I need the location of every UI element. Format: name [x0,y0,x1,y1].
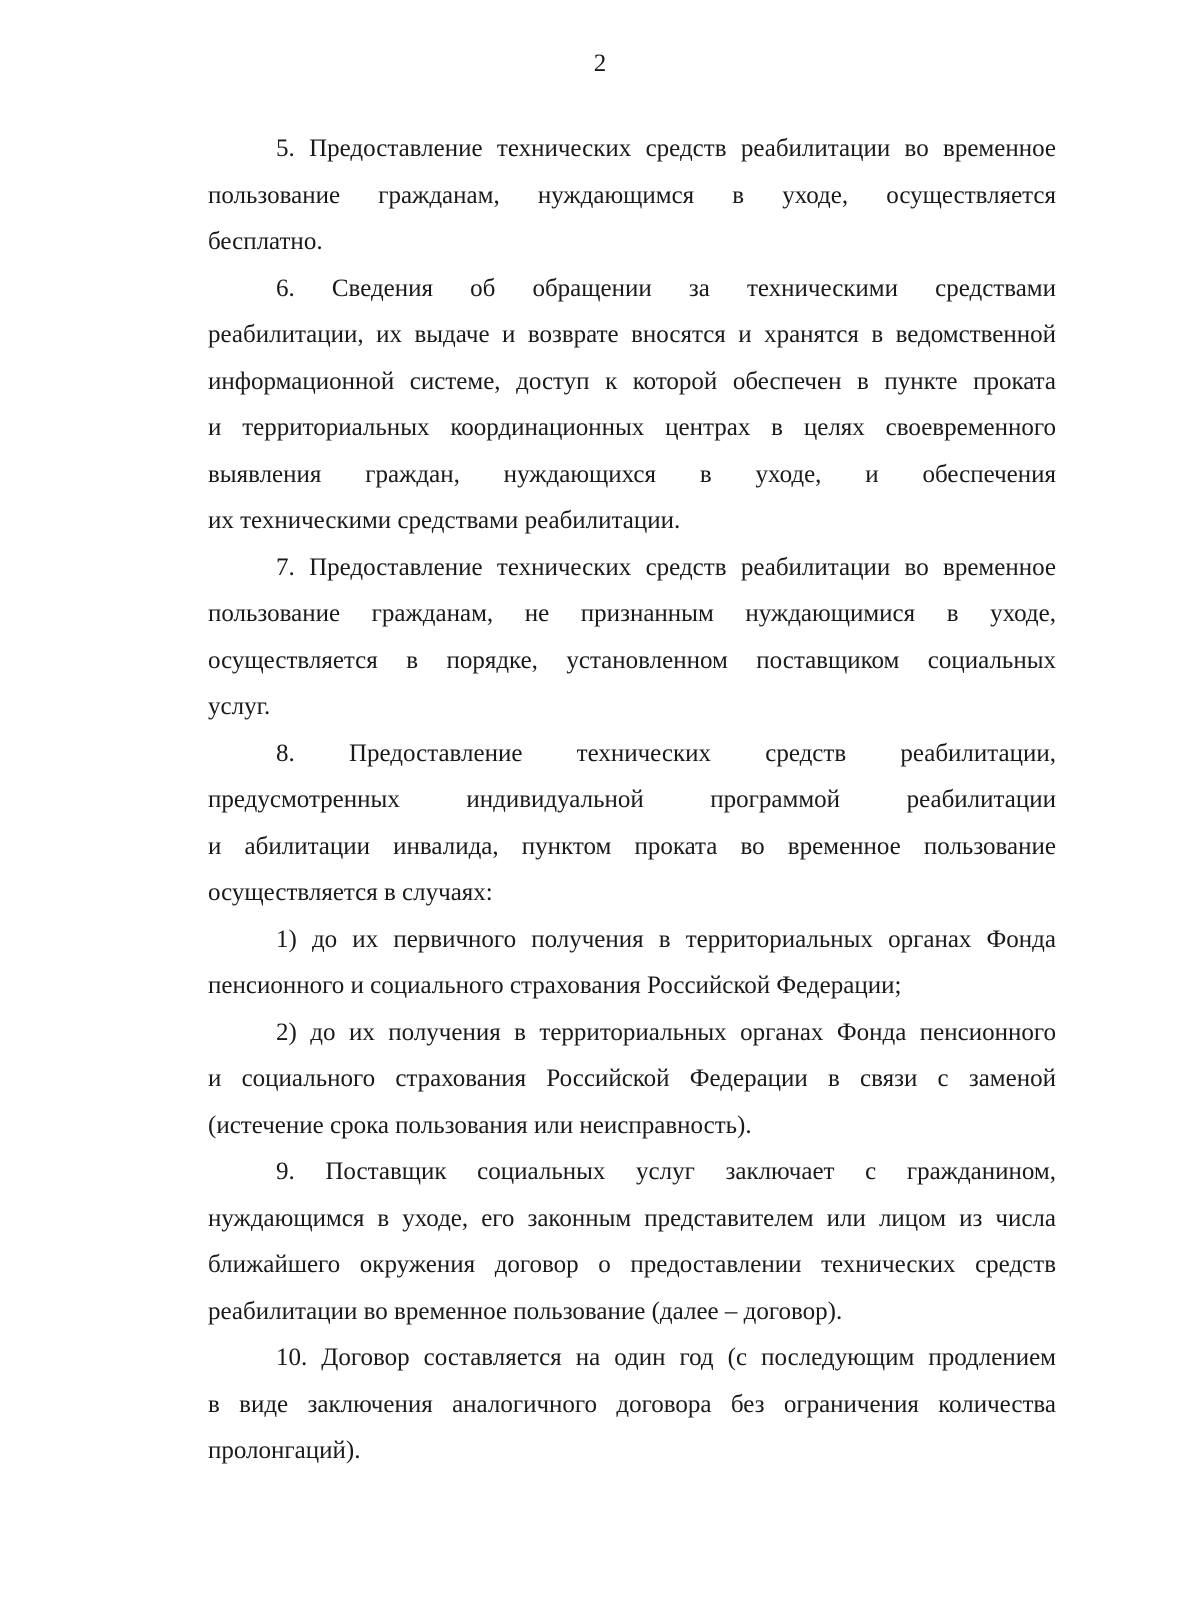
paragraph-line: пользование гражданам, нуждающимся в уходе, осуществляется [208,181,1056,209]
paragraph-line: 9. Поставщик социальных услуг заключает с гражданином, [276,1158,1056,1185]
paragraph-line: 10. Договор составляется на один год (с последующим продлением [276,1344,1056,1371]
paragraph-7 [208,545,1056,731]
paragraph-line: осуществляется в случаях: [208,879,493,906]
paragraph-line: реабилитации, их выдаче и возврате вносятся и хранятся в ведомственной [208,321,1056,348]
paragraph-line: выявления граждан, нуждающихся в уходе, и обеспечения [208,460,1056,488]
paragraph-line: пролонгаций). [208,1437,361,1464]
paragraph-line: 8. Предоставление технических средств реабилитации, [276,739,1056,767]
paragraph-line: 2) до их получения в территориальных органах Фонда пенсионного [276,1018,1056,1046]
paragraph-line: их техническими средствами реабилитации. [208,507,681,534]
paragraph-line: (истечение срока пользования или неисправность). [208,1111,752,1139]
paragraph-line: информационной системе, доступ к которой обеспечен в пункте проката [208,367,1056,395]
paragraph-9 [208,1149,1056,1335]
paragraph-line: в виде заключения аналогичного договора без ограничения количества [208,1390,1056,1418]
subitem-1 [208,917,1056,1010]
paragraph-line: услуг. [208,693,271,720]
paragraph-line: пользование гражданам, не признанным нуждающимися в уходе, [208,600,1056,627]
paragraph-line: пенсионного и социального страхования Российской Федерации; [208,972,902,999]
page-number: 2 [593,50,607,77]
subitem-2 [208,1010,1056,1150]
paragraph-5 [208,126,1056,266]
paragraph-line: бесплатно. [208,228,323,255]
paragraph-line: предусмотренных индивидуальной программой реабилитации [208,786,1056,813]
paragraph-line: и абилитации инвалида, пунктом проката во временное пользование [208,832,1056,860]
paragraph-line: и социального страхования Российской Федерации в связи с заменой [208,1065,1056,1092]
paragraph-line: 7. Предоставление технических средств реабилитации во временное [276,553,1056,581]
paragraph-line: реабилитации во временное пользование (далее – договор). [208,1297,843,1325]
paragraph-line: 1) до их первичного получения в территориальных органах Фонда [276,925,1056,953]
paragraph-6 [208,266,1056,545]
paragraph-8 [208,731,1056,917]
paragraph-line: и территориальных координационных центрах в целях своевременного [208,414,1056,441]
paragraph-line: осуществляется в порядке, установленном поставщиком социальных [208,646,1056,674]
paragraph-10 [208,1335,1056,1475]
document-body [208,126,1056,1475]
paragraph-line: нуждающимся в уходе, его законным представителем или лицом из числа [208,1204,1056,1232]
paragraph-line: 5. Предоставление технических средств реабилитации во временное [276,135,1056,162]
paragraph-line: ближайшего окружения договор о предоставлении технических средств [208,1251,1056,1278]
paragraph-line: 6. Сведения об обращении за техническими средствами [276,274,1056,302]
